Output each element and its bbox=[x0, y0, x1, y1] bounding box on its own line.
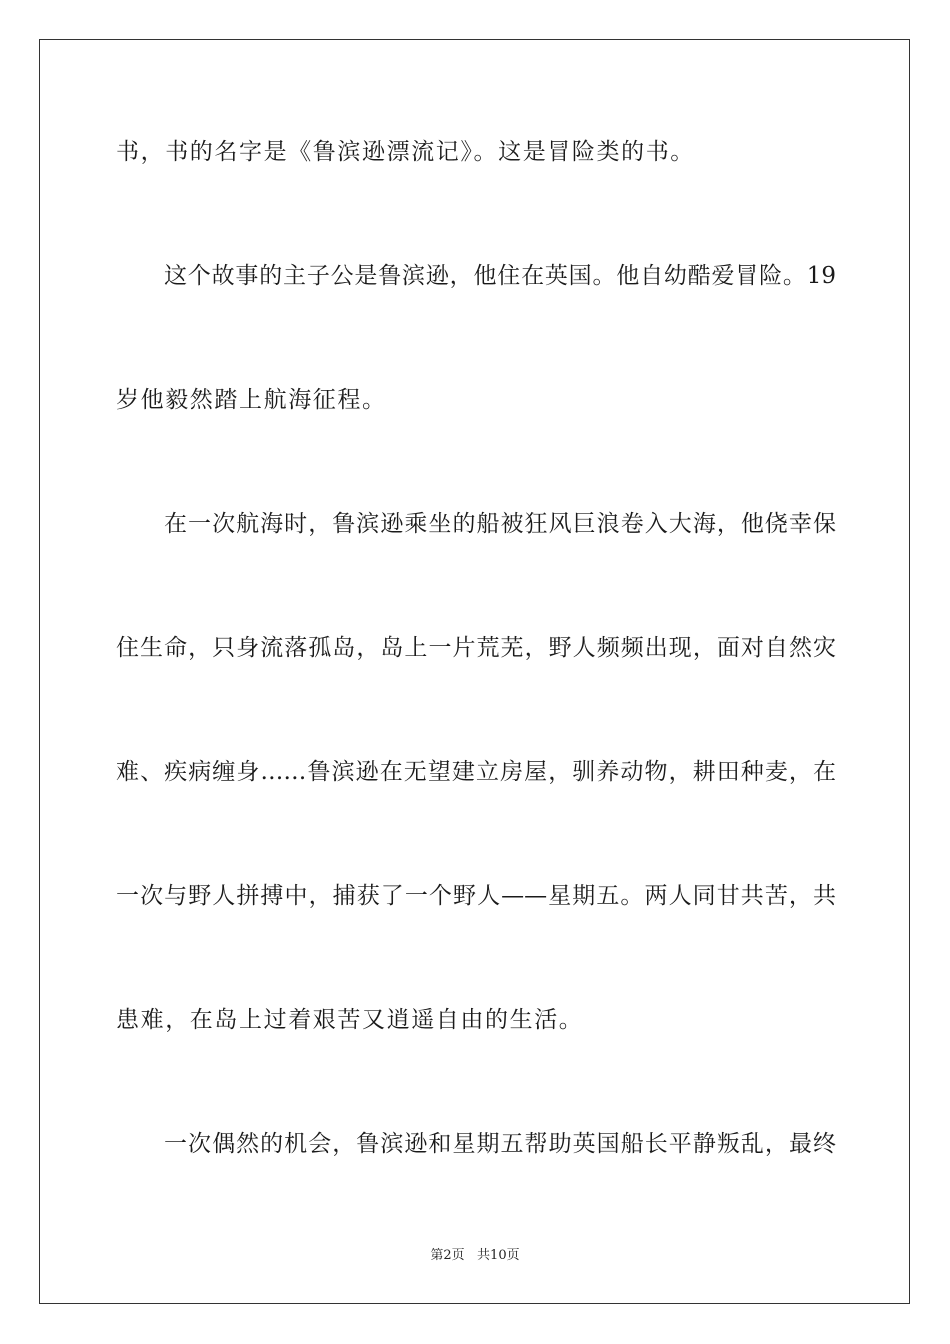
text-line-1: 书，书的名字是《鲁滨逊漂流记》。这是冒险类的书。 bbox=[116, 139, 695, 165]
text-line-3: 岁他毅然踏上航海征程。 bbox=[116, 387, 387, 413]
page-footer: 第2页 共10页 bbox=[430, 1248, 520, 1263]
page-border bbox=[39, 39, 910, 1304]
text-line-8: 患难，在岛上过着艰苦又逍遥自由的生活。 bbox=[116, 1007, 584, 1033]
paragraph-start-line-9: 一次偶然的机会，鲁滨逊和星期五帮助英国船长平静叛乱，最终 bbox=[164, 1131, 836, 1157]
text-line-6: 难、疾病缠身……鲁滨逊在无望建立房屋，驯养动物，耕田种麦，在 bbox=[116, 759, 836, 785]
text-line-5: 住生命，只身流落孤岛，岛上一片荒芜，野人频频出现，面对自然灾 bbox=[116, 635, 836, 661]
paragraph-start-line-2: 这个故事的主子公是鲁滨逊，他住在英国。他自幼酷爱冒险。19 bbox=[164, 263, 836, 289]
text-line-7: 一次与野人拼搏中，捕获了一个野人——星期五。两人同甘共苦，共 bbox=[116, 883, 836, 909]
paragraph-start-line-4: 在一次航海时，鲁滨逊乘坐的船被狂风巨浪卷入大海，他侥幸保 bbox=[164, 511, 836, 537]
